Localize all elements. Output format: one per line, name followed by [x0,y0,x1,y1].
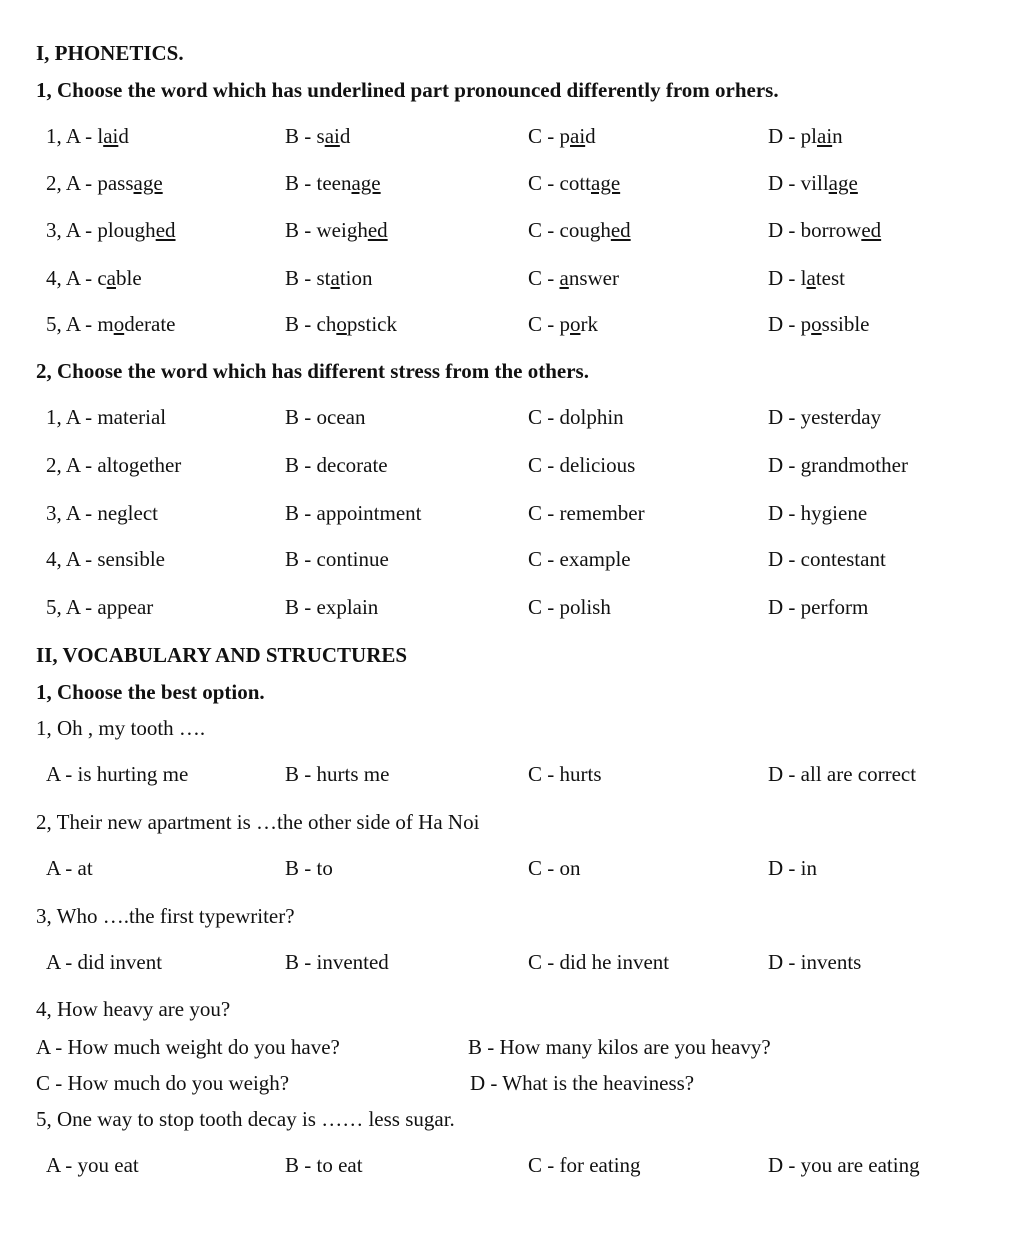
q4-option-b: B - How many kilos are you heavy? [468,1035,771,1059]
q2-option-b: B - to [285,856,333,880]
q1-option-a: A - is hurting me [46,762,189,786]
option-text: B - ch [285,312,337,336]
option-text-suffix: d [585,124,596,148]
q4-option-d: D - What is the heaviness? [470,1071,695,1095]
option-d [768,314,870,335]
underlined-part: age [351,171,381,195]
option-b [285,314,397,335]
underlined-part: a [559,266,569,290]
option-d: D - grandmother [768,453,908,477]
q5-option-a: A - you eat [46,1153,139,1177]
option-a [46,126,129,147]
underlined-part: ed [155,218,176,242]
q4-option-a: A - How much weight do you have? [36,1035,340,1059]
q5-option-c: C - for eating [528,1153,641,1177]
option-text: B - teen [285,171,352,195]
option-text: 2, A - pass [46,171,134,195]
option-a: 3, A - neglect [46,501,158,525]
underlined-part: age [828,171,858,195]
option-text: C - cough [528,218,611,242]
option-text-suffix: pstick [346,312,397,336]
option-b: B - continue [285,547,389,571]
question-3: 3, Who ….the first typewriter? [36,904,295,928]
option-text: D - l [768,266,807,290]
q5-option-d: D - you are eating [768,1153,920,1177]
option-text: C - [528,266,560,290]
underlined-part: age [133,171,163,195]
option-a [46,220,176,241]
option-b [285,220,388,241]
option-d: D - contestant [768,547,886,571]
option-text-suffix: ssible [821,312,870,336]
q3-option-b: B - invented [285,950,389,974]
underlined-part: ai [103,124,119,148]
option-b: B - appointment [285,501,422,525]
underlined-part: a [806,266,816,290]
option-text: 4, A - c [46,266,107,290]
option-text-suffix: nswer [568,266,619,290]
underlined-part: o [113,312,125,336]
option-d [768,173,858,194]
vocabulary-heading: 1, Choose the best option. [36,680,265,704]
question-2: 2, Their new apartment is …the other side of Ha Noi [36,810,480,834]
option-c [528,268,619,289]
underlined-part: ed [861,218,882,242]
option-a: 4, A - sensible [46,547,165,571]
option-b [285,268,373,289]
option-text: D - pl [768,124,817,148]
option-text: 1, A - l [46,124,104,148]
option-d [768,220,881,241]
q4-option-c: C - How much do you weigh? [36,1071,290,1095]
q2-option-c: C - on [528,856,581,880]
option-text-suffix: n [832,124,843,148]
option-a: 1, A - material [46,405,167,429]
underlined-part: o [570,312,581,336]
option-b: B - decorate [285,453,388,477]
option-b: B - explain [285,595,379,619]
option-c [528,173,620,194]
option-b: B - ocean [285,405,366,429]
q5-option-b: B - to eat [285,1153,363,1177]
option-text-suffix: rk [580,312,598,336]
option-a [46,314,175,335]
option-text-suffix: tion [339,266,373,290]
option-text-suffix: test [815,266,845,290]
q2-option-d: D - in [768,856,817,880]
section-title-vocabulary: II, VOCABULARY AND STRUCTURES [36,643,408,667]
question-5: 5, One way to stop tooth decay is …… less sugar. [36,1107,455,1131]
option-a: 5, A - appear [46,595,154,619]
option-text: C - cott [528,171,591,195]
option-text: C - p [528,124,570,148]
option-text: B - st [285,266,331,290]
option-c: C - polish [528,595,611,619]
option-a: 2, A - altogether [46,453,182,477]
option-text: 3, A - plough [46,218,156,242]
option-d: D - hygiene [768,501,868,525]
option-c: C - remember [528,501,645,525]
underlined-part: ed [367,218,388,242]
underlined-part: ai [570,124,586,148]
section-title-phonetics: I, PHONETICS. [36,41,184,65]
q3-option-d: D - invents [768,950,862,974]
option-text-suffix: d [339,124,351,148]
option-c [528,126,596,147]
q1-option-c: C - hurts [528,762,602,786]
option-text-suffix: derate [124,312,176,336]
option-c: C - dolphin [528,405,624,429]
option-text-suffix: ble [116,266,142,290]
underlined-part: age [591,171,621,195]
option-a [46,268,142,289]
option-d: D - perform [768,595,869,619]
option-d [768,268,845,289]
q3-option-c: C - did he invent [528,950,670,974]
option-text: B - s [285,124,325,148]
option-text-suffix: d [118,124,129,148]
q3-option-a: A - did invent [46,950,163,974]
option-b [285,126,350,147]
option-d [768,126,843,147]
option-d: D - yesterday [768,405,882,429]
underlined-part: o [336,312,347,336]
question-4: 4, How heavy are you? [36,997,231,1021]
question-1: 1, Oh , my tooth …. [36,716,206,740]
option-text: B - weigh [285,218,368,242]
q1-option-d: D - all are correct [768,762,917,786]
option-a [46,173,163,194]
underlined-part: ai [817,124,833,148]
q1-option-b: B - hurts me [285,762,390,786]
underlined-part: a [330,266,340,290]
option-text: D - vill [768,171,829,195]
stress-heading: 2, Choose the word which has different stress from the others. [36,359,589,383]
option-text: 5, A - m [46,312,114,336]
option-b [285,173,381,194]
underlined-part: ai [324,124,340,148]
option-c: C - delicious [528,453,636,477]
option-text: C - p [528,312,570,336]
underlined-part: ed [610,218,631,242]
option-c [528,314,598,335]
underlined-part: o [811,312,822,336]
q2-option-a: A - at [46,856,93,880]
option-c [528,220,631,241]
pronunciation-heading: 1, Choose the word which has underlined part pronounced differently from orhers. [36,78,779,102]
option-text: D - p [768,312,812,336]
option-text: D - borrow [768,218,862,242]
underlined-part: a [106,266,116,290]
option-c: C - example [528,547,631,571]
